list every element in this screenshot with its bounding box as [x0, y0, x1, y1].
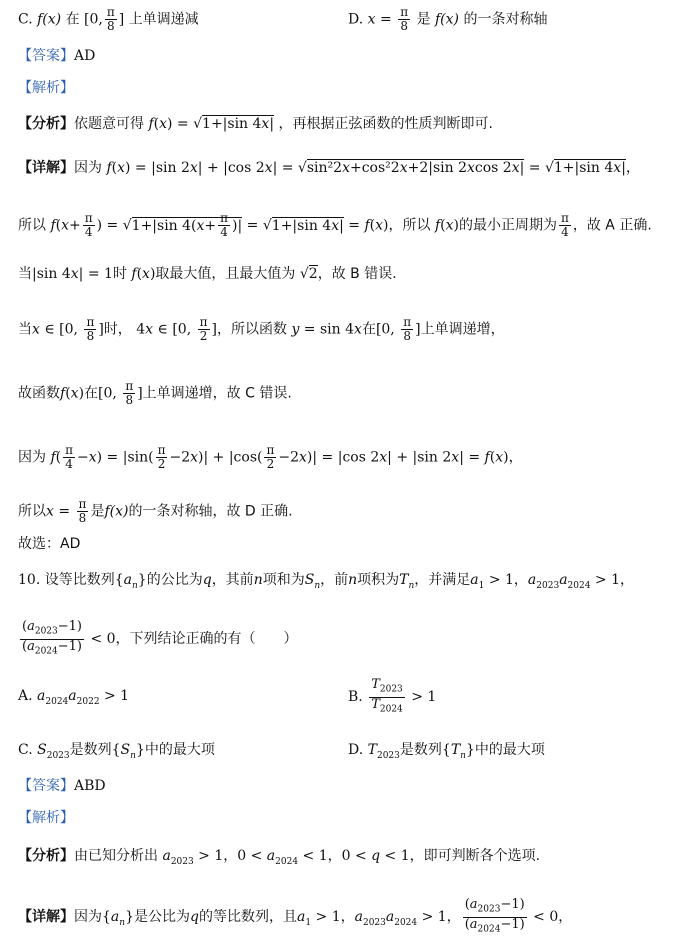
- conclusion-1: 故选：AD: [18, 536, 81, 552]
- d-correct-line: 所以x = $\frac{\pi}{8}$ 是f(x)的一条对称轴，故 D 正确.: [18, 497, 293, 525]
- answer-tag: 【答案】: [18, 48, 74, 64]
- jiexi-line-2: 【解析】: [18, 810, 74, 826]
- jiexi-tag: 【解析】: [18, 80, 74, 96]
- answer-line-2: 【答案】ABD: [18, 778, 106, 794]
- fenxi-line-1: 【分析】依题意可得 f(x) = √1+|sin 4x| ，再根据正弦函数的性质判断即可.: [18, 116, 493, 132]
- question-10-line-1: 10. 设等比数列$\{a_n\}$的公比为q，其前n项和为$S_n$，前n项积为$T_n$，并满足$a_1 > 1$，$a_{2023}a_{2024} > 1$，: [18, 572, 634, 591]
- max-line: 当|sin 4x| = 1时 f(x)取最大值，且最大值为 √2，故 B 错误.: [18, 266, 397, 282]
- option-b-10: B. $\frac{T_{2023}}{T_{2024}}$ > 1: [348, 677, 437, 715]
- option-c-10: C. $S_{2023}$是数列$\{S_n\}$中的最大项: [18, 742, 215, 761]
- xiangjie-line-2: 【详解】因为$\{a_n\}$是公比为q的等比数列，且$a_1 > 1$，$a_{2023}a_{2024} > 1$， $\frac{(a_{2023}-1)}{(a_{2024}-1)}$ < 0，: [18, 897, 573, 935]
- option-d-top: D. x = $\frac{\pi}{8}$ 是 f(x) 的一条对称轴: [348, 5, 548, 33]
- xiangjie-line-1: 【详解】因为 f(x) = |sin 2x| + |cos 2x| = √sin²2x+cos²2x+2|sin 2xcos 2x| = √1+|sin 4x|，: [18, 160, 640, 176]
- jiexi-line-1: [18, 78, 74, 98]
- question-10-line-2: $\frac{(a_{2023}-1)}{(a_{2024}-1)}$ < 0，下列结论正确的有（ ）: [22, 619, 298, 657]
- c-wrong-line: 故函数f(x)在[0, $\frac{\pi}{8}$ ]上单调递增，故 C 错误.: [18, 379, 292, 407]
- option-a-10: A. $a_{2024}a_{2022} > 1$: [18, 688, 130, 707]
- symmetry-line: 因为 f( $\frac{\pi}{4}$ −x) = |sin( $\frac{\pi}{2}$ −2x)| + |cos( $\frac{\pi}{2}$ −2x)| = |cos 2x| + |sin 2x| = f(x)，: [18, 443, 523, 471]
- option-d-10: D. $T_{2023}$是数列$\{T_n\}$中的最大项: [348, 742, 545, 761]
- fenxi-line-2: 【分析】由已知分析出 $a_{2023} > 1$，$0 < a_{2024} < 1$，0 < q < 1，即可判断各个选项.: [18, 848, 541, 867]
- answer-line-1: 【答案】AD: [18, 48, 96, 64]
- period-line: 所以 f(x+ $\frac{\pi}{4}$ ) = √1+|sin 4(x+ $\frac{\pi}{4}$ )| = √1+|sin 4x| = f(x)，所以 f(x)的最小正周期为 $\frac{\pi}{4}$ ，故 A 正确.: [18, 211, 652, 239]
- interval-line: 当x ∈ [0, $\frac{\pi}{8}$ ]时， 4x ∈ [0, $\frac{\pi}{2}$ ]，所以函数 y = sin 4x在[0, $\frac{\pi}{8}$ ]上单调递增，: [18, 315, 505, 343]
- option-c-top: C. f(x) 在 [0, $\frac{\pi}{8}$ ] 上单调递减: [18, 5, 199, 33]
